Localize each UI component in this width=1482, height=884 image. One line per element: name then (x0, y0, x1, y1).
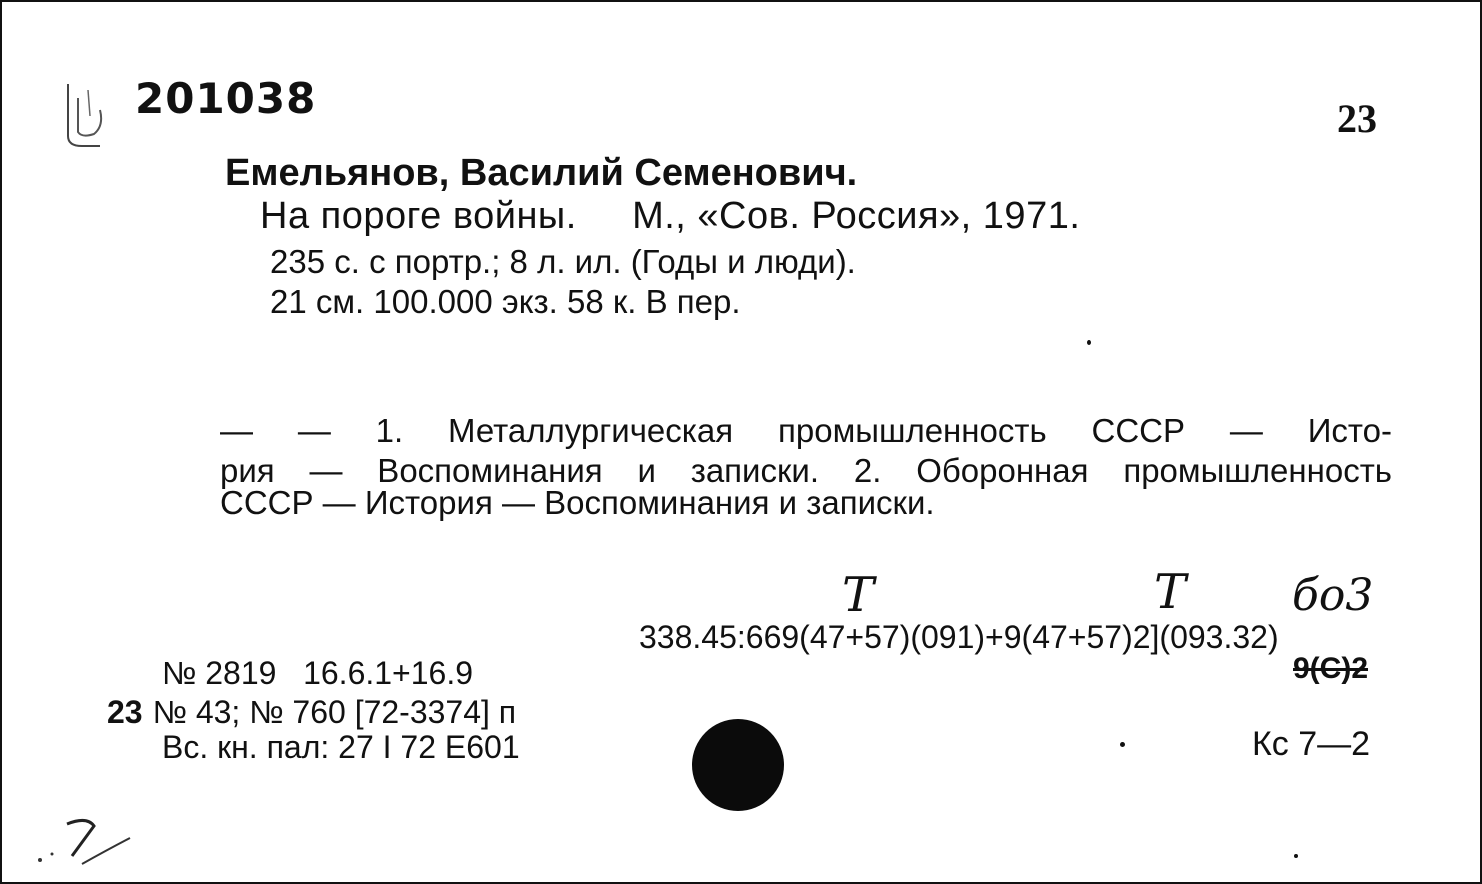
registry-prefix: 23 (107, 694, 143, 730)
edition-details: 21 см. 100.000 экз. 58 к. В пер. (270, 283, 741, 320)
registry-line (107, 694, 516, 731)
accession-number: 201038 (135, 74, 317, 123)
card-number: 23 (1337, 96, 1377, 141)
subject-heading-line: — — 1. Металлургическая промышленность СССР — Исто- (220, 412, 1392, 449)
udc-classification: 338.45:669(47+57)(091)+9(47+57)2](093.32) (639, 619, 1279, 655)
handwritten-mark: Т (1154, 564, 1187, 620)
subject-heading-line: СССР — История — Воспоминания и записки. (220, 484, 935, 521)
registry-line: Вс. кн. пал: 27 I 72 Е601 (162, 729, 520, 765)
handwritten-mark: бо3 (1292, 570, 1374, 621)
speck (1294, 854, 1298, 858)
handwritten-scribble (32, 812, 142, 872)
classification-code: Кс 7—2 (1252, 725, 1371, 763)
handwritten-mark: Т (842, 567, 875, 623)
registry-text: № 43; № 760 [72-3374] п (152, 694, 517, 730)
punch-hole (692, 719, 784, 811)
physical-description: 235 с. с портр.; 8 л. ил. (Годы и люди). (270, 243, 856, 280)
registry-line: № 2819 16.6.1+16.9 (162, 655, 474, 691)
author-heading: Емельянов, Василий Семенович. (225, 152, 858, 194)
stamp-mark (60, 76, 120, 152)
book-title: На пороге войны. М., «Сов. Россия», 1971. (260, 195, 1081, 237)
location-code: 9(С)2 (1293, 652, 1369, 685)
speck (1120, 742, 1125, 747)
speck (1087, 340, 1091, 345)
subject-heading-line: рия — Воспоминания и записки. 2. Оборонная промышленность (220, 452, 1392, 489)
